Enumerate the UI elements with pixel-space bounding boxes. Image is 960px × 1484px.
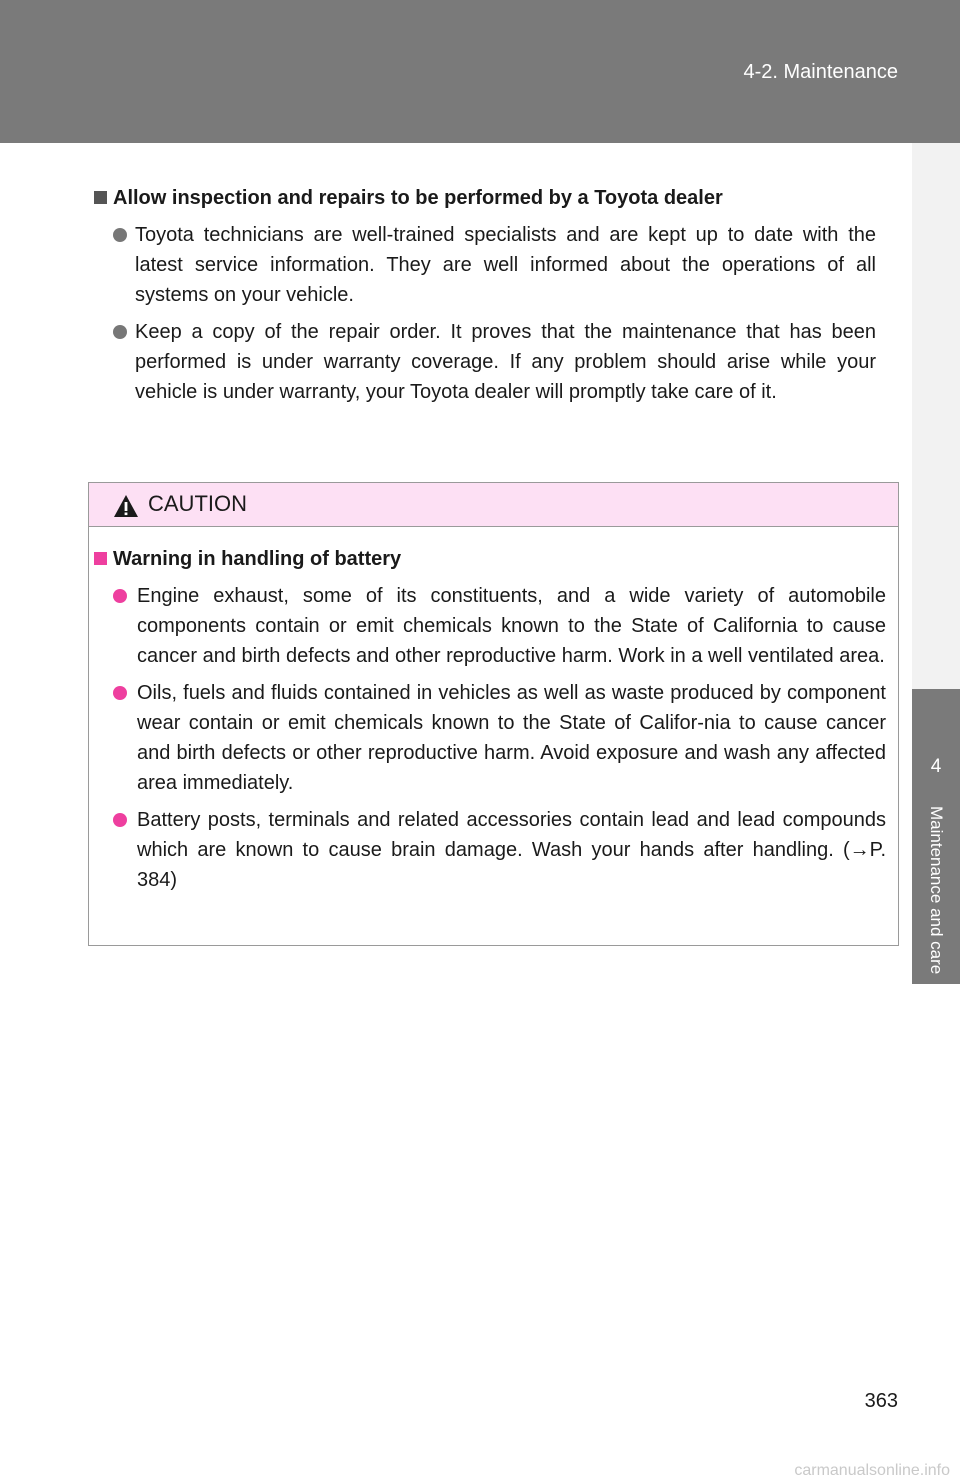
caution-heading	[94, 544, 886, 574]
list-item	[113, 805, 886, 895]
circle-bullet-icon	[113, 325, 127, 339]
list-item	[113, 678, 886, 798]
circle-bullet-icon	[113, 228, 127, 242]
list-item	[113, 317, 876, 407]
list-item	[113, 581, 886, 671]
chapter-number: 4	[930, 756, 942, 777]
list-item-text: Engine exhaust, some of its constituents, and a wide variety of automobile components contain or emit chemicals known to the State of California to cause cancer and birth defects and other reproductive harm. Work in a well ventilated area.	[137, 585, 886, 667]
section-title: 4-2. Maintenance	[743, 61, 898, 83]
circle-bullet-icon	[113, 589, 127, 603]
side-margin-strip	[912, 143, 960, 689]
caution-title: CAUTION	[148, 491, 247, 516]
square-bullet-icon	[94, 552, 107, 565]
circle-bullet-icon	[113, 813, 127, 827]
list-item-text: Toyota technicians are well-trained specialists and are kept up to date with the latest service information. They are well informed about the operations of all systems on your vehicle.	[135, 224, 876, 306]
list-item-text: Oils, fuels and fluids contained in vehicles as well as waste produced by component wear contain or emit chemicals known to the State of Califor-nia to cause cancer and birth defects or other reproductive harm. Avoid exposure and wash any affected area immediately.	[137, 682, 886, 794]
main-content	[113, 183, 876, 407]
page-header	[0, 0, 960, 143]
chapter-title: Maintenance and care	[927, 806, 946, 975]
page-number: 363	[864, 1390, 898, 1412]
section-heading	[94, 183, 876, 213]
caution-box	[88, 482, 899, 946]
list-item-text: Battery posts, terminals and related accessories contain lead and lead compounds which are known to cause brain damage. Wash your hands after handling. (→P. 384)	[137, 809, 886, 891]
caution-body	[113, 544, 886, 895]
caution-header	[89, 483, 898, 527]
list-item	[113, 220, 876, 310]
caution-heading-text: Warning in handling of battery	[113, 548, 402, 570]
list-item-text: Keep a copy of the repair order. It proves that the maintenance that has been performed is under warranty coverage. If any problem should arise while your vehicle is under warranty, your Toyota dealer will promptly take care of it.	[135, 321, 876, 403]
circle-bullet-icon	[113, 686, 127, 700]
section-heading-text: Allow inspection and repairs to be performed by a Toyota dealer	[113, 187, 723, 209]
watermark: carmanualsonline.info	[794, 1462, 950, 1479]
square-bullet-icon	[94, 191, 107, 204]
warning-triangle-icon	[113, 494, 139, 518]
